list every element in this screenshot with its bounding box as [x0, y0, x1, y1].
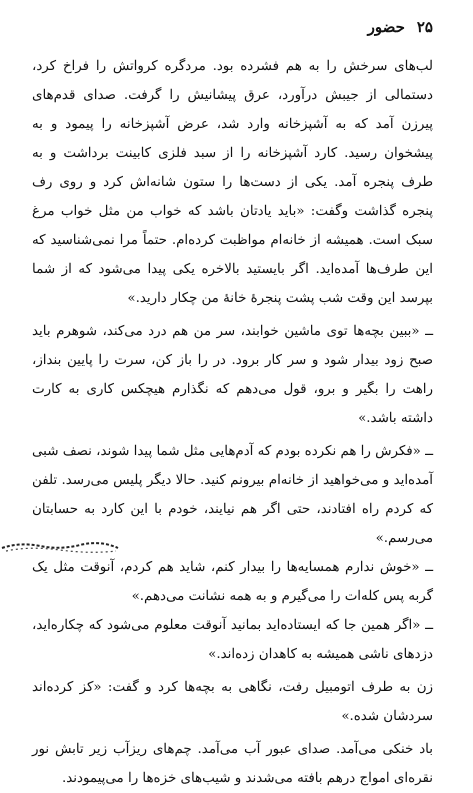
paragraph-3: ــ «فکرش را هم نکرده بودم که آدم‌هایی مثل شما پیدا شوند، نصف شبی آمده‌اید و می‌خواهید از خانه‌ام بیرونم کنید. حالا دیگر پلیس می‌رسد. تلفن که کردم راه افتادند، حتی اگر هم نیایند، خودم با این کارد به حسابتان می‌رسم.» [32, 444, 433, 546]
paragraph-2: ــ «ببین بچه‌ها توی ماشین خوابند، سر من هم درد می‌کند، شوهرم باید صبح زود بیدار شود و سر کار برود. در را باز کن، سرت را پایین بنداز، راهت را بگیر و برو، قول می‌دهم که نگذارم هیچکس کاری به کارت داشته باشد.» [32, 324, 433, 426]
book-title: حضور [367, 18, 405, 36]
page-number: ۲۵ [416, 18, 433, 36]
paragraph-4: ــ «خوش ندارم همسایه‌ها را بیدار کنم، شاید هم کردم، آنوقت مثل یک گربه پس کله‌ات را می‌گیرم و به همه نشانت می‌دهم.» [32, 560, 433, 604]
paragraph-5: ــ «اگر همین جا که ایستاده‌اید بمانید آنوقت معلوم می‌شود که چکاره‌اید، دزدهای ناشی همیشه به کاهدان زده‌اند.» [32, 618, 433, 662]
paragraph-6: زن به طرف اتومبیل رفت، نگاهی به بچه‌ها کرد و گفت: «کز کرده‌اند سردشان شده.» [32, 680, 433, 724]
paragraph-7: باد خنکی می‌آمد. صدای عبور آب می‌آمد. چم‌های ریزآب زیر تابش نور نقره‌ای امواج درهم بافته می‌شدند و شیب‌های خزه‌ها را می‌پیمودند. [32, 742, 433, 786]
paragraph-1: لب‌های سرخش را به هم فشرده بود. مردگره کرواتش را فراخ کرد، دستمالی از جیبش درآورد، عرق پیشانیش را گرفت. صدای قدم‌های پیرزن آمد که به آشپزخانه وارد شد، عرض آشپزخانه را پیمود و به پیشخوان رسید. کارد آشپزخانه را از سبد فلزی کابینت برداشت و به طرف پنجره آمد. یکی از دست‌ها را ستون شانه‌اش کرد و روی رف پنجره گذاشت وگفت: «باید یادتان باشد که خواب من مثل خواب مرغ سبک است. همیشه از خانه‌ام مواظبت کرده‌ام. حتماً مرا نمی‌شناسید که این طرف‌ها آمده‌اید. اگر بایستید بالاخره یکی پیدا می‌شود که از شما بپرسد این وقت شب پشت پنجرهٔ خانهٔ من چکار دارید.» [32, 59, 433, 306]
page-header [32, 18, 433, 36]
